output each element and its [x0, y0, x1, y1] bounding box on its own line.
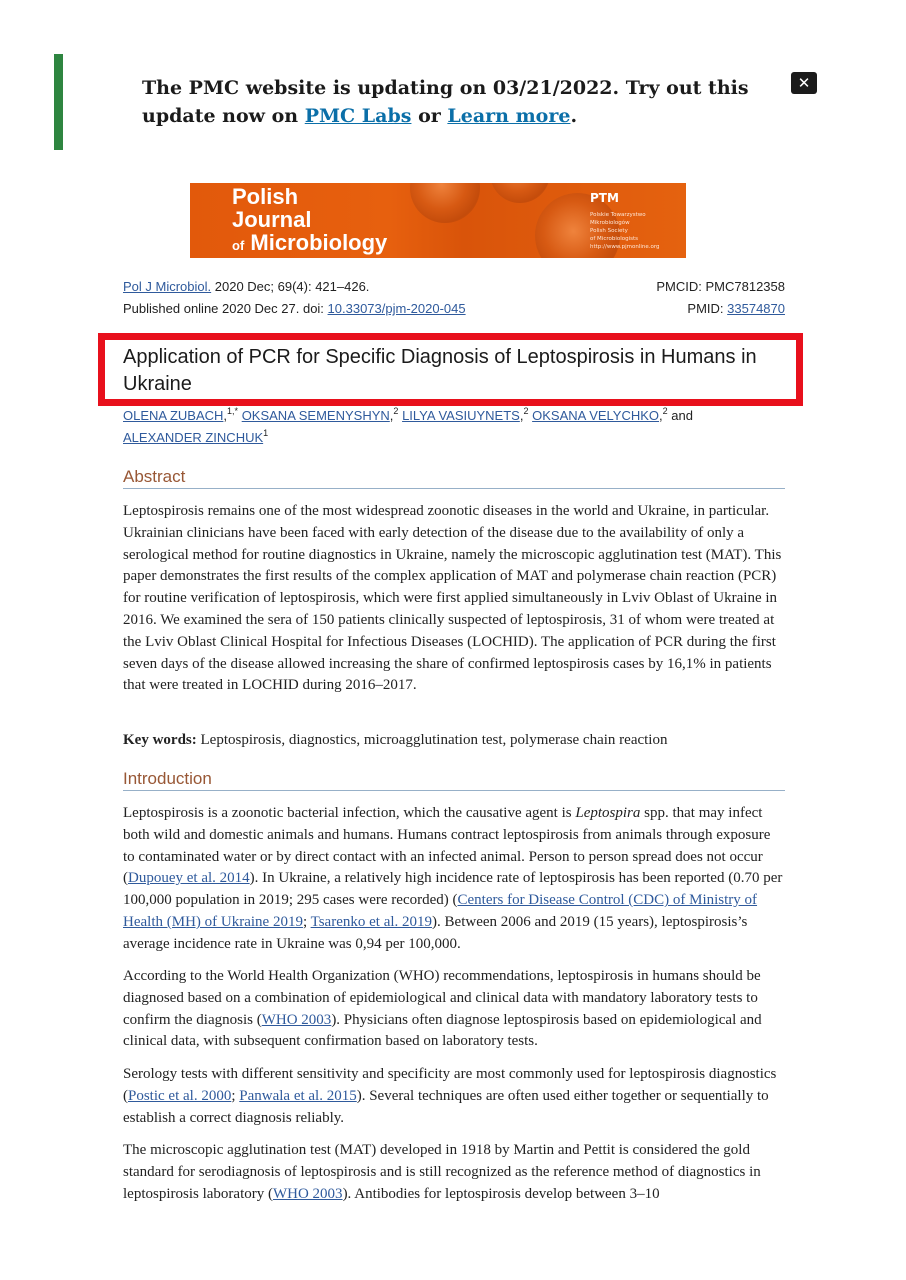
published-line: Published online 2020 Dec 27. doi: 10.33073/pjm-2020-045 PMID: 33574870: [123, 301, 785, 316]
logo-title: Polish Journal of Microbiology: [232, 184, 388, 255]
logo-microbe-image: [490, 183, 550, 203]
pmcid: PMCID: PMC7812358: [656, 279, 785, 294]
journal-link[interactable]: Pol J Microbiol.: [123, 279, 212, 294]
reference-link[interactable]: Dupouey et al. 2014: [128, 870, 250, 887]
close-icon[interactable]: ✕: [791, 72, 817, 94]
reference-link[interactable]: WHO 2003: [272, 1185, 343, 1202]
intro-paragraph-4: The microscopic agglutination test (MAT) developed in 1918 by Martin and Pettit is considered the gold standard for serodiagnosis of leptospirosis and is still recognized as the reference method of diagnostics in leptospirosis laboratory (WHO 2003). Antibodies for leptospirosis develop between 3–10: [123, 1142, 761, 1202]
intro-paragraph-3: Serology tests with different sensitivity and specificity are most commonly used for leptospirosis diagnostics (Postic et al. 2000; Panwala et al. 2015). Several techniques are often used either together or sequentially to establish a correct diagnosis reliably.: [123, 1066, 777, 1126]
author-list: OLENA ZUBACH,$^{1,*}$ OKSANA SEMENYSHYN,$^2$ LILYA VASIUYNETS,$^2$ OKSANA VELYCHKO,$^2$ and ALEXANDER ZINCHUK$^1$: [123, 406, 693, 445]
author-link[interactable]: OKSANA SEMENYSHYN: [241, 408, 390, 423]
banner-accent-bar: [54, 54, 63, 150]
author-link[interactable]: OLENA ZUBACH: [123, 408, 224, 423]
banner-message: The PMC website is updating on 03/21/2022. Try out this update now on PMC Labs or Learn more.: [142, 77, 749, 127]
author-link[interactable]: ALEXANDER ZINCHUK: [123, 430, 264, 445]
pmc-labs-link[interactable]: PMC Labs: [304, 105, 412, 127]
reference-link[interactable]: Panwala et al. 2015: [239, 1087, 357, 1104]
introduction-heading: Introduction: [123, 769, 785, 791]
citation-line: Pol J Microbiol. 2020 Dec; 69(4): 421–426. PMCID: PMC7812358: [123, 279, 785, 294]
update-banner: [54, 54, 824, 150]
journal-logo[interactable]: [190, 183, 686, 258]
society-text: Polskie Towarzystwo Mikrobiologów Polish Society of Microbiologists http://www.pjmonline.org: [590, 212, 660, 250]
logo-microbe-image: [410, 183, 480, 223]
learn-more-link[interactable]: Learn more: [447, 105, 571, 127]
reference-link[interactable]: Postic et al. 2000: [128, 1087, 232, 1104]
abstract-heading: Abstract: [123, 467, 785, 489]
intro-paragraph-2: According to the World Health Organization (WHO) recommendations, leptospirosis in humans should be diagnosed based on a combination of epidemiological and clinical data with mandatory laboratory tests to confirm the diagnosis (WHO 2003). Physicians often diagnose leptospirosis based on epidemiological and clinical data, with subsequent confirmation based on laboratory tests.: [123, 968, 762, 1050]
reference-link[interactable]: Tsarenko et al. 2019: [310, 913, 433, 930]
pmid: PMID: 33574870: [687, 301, 785, 316]
reference-link[interactable]: WHO 2003: [261, 1011, 332, 1028]
author-link[interactable]: LILYA VASIUYNETS: [402, 408, 520, 423]
ptm-logo: PTM: [590, 191, 619, 205]
intro-paragraph-1: Leptospirosis is a zoonotic bacterial infection, which the causative agent is Leptospira spp. that may infect both wild and domestic animals and humans. Humans contract leptospirosis from animals through exposure to contaminated water or by direct contact with an infected animal. Person to person spread does not occur (Dupouey et al. 2014). In Ukraine, a relatively high incidence rate of leptospirosis has been reported (0.70 per 100,000 population in 2019; 295 cases were recorded) (Centers for Disease Control (CDC) of Ministry of Health (MH) of Ukraine 2019; Tsarenko et al. 2019). Between 2006 and 2019 (15 years), leptospirosis’s average incidence rate in Ukraine was 0,94 per 100,000.: [123, 805, 783, 952]
keywords: Key words: Leptospirosis, diagnostics, microagglutination test, polymerase chain reaction: [123, 732, 668, 748]
abstract-text: Leptospirosis remains one of the most widespread zoonotic diseases in the world and Ukraine, in particular. Ukrainian clinicians have been faced with early detection of the disease due to the availability of only a serological method for routine diagnostics in Ukraine, namely the microscopic agglutination test (MAT). This paper demonstrates the first results of the complex application of MAT and polymerase chain reaction (PCR) for routine verification of leptospirosis, which were first applied simultaneously in Lviv Oblast of Ukraine in 2016. We examined the sera of 150 patients clinically suspected of leptospirosis, 31 of whom were treated at the Lviv Oblast Clinical Hospital for Infectious Diseases (LOCHID). The application of PCR during the first seven days of the disease allowed increasing the share of confirmed leptospirosis cases by 16,1% in patients that were treated in LOCHID during 2016–2017.: [123, 503, 782, 694]
title-highlight-box: [98, 333, 803, 406]
author-link[interactable]: OKSANA VELYCHKO: [532, 408, 660, 423]
doi-link[interactable]: 10.33073/pjm-2020-045: [327, 301, 466, 316]
article-title: Application of PCR for Specific Diagnosis of Leptospirosis in Humans in Ukraine: [123, 346, 757, 395]
pmid-link[interactable]: 33574870: [727, 301, 785, 316]
reference-link[interactable]: Centers for Disease Control (CDC) of Ministry of Health (MH) of Ukraine 2019: [123, 892, 758, 930]
